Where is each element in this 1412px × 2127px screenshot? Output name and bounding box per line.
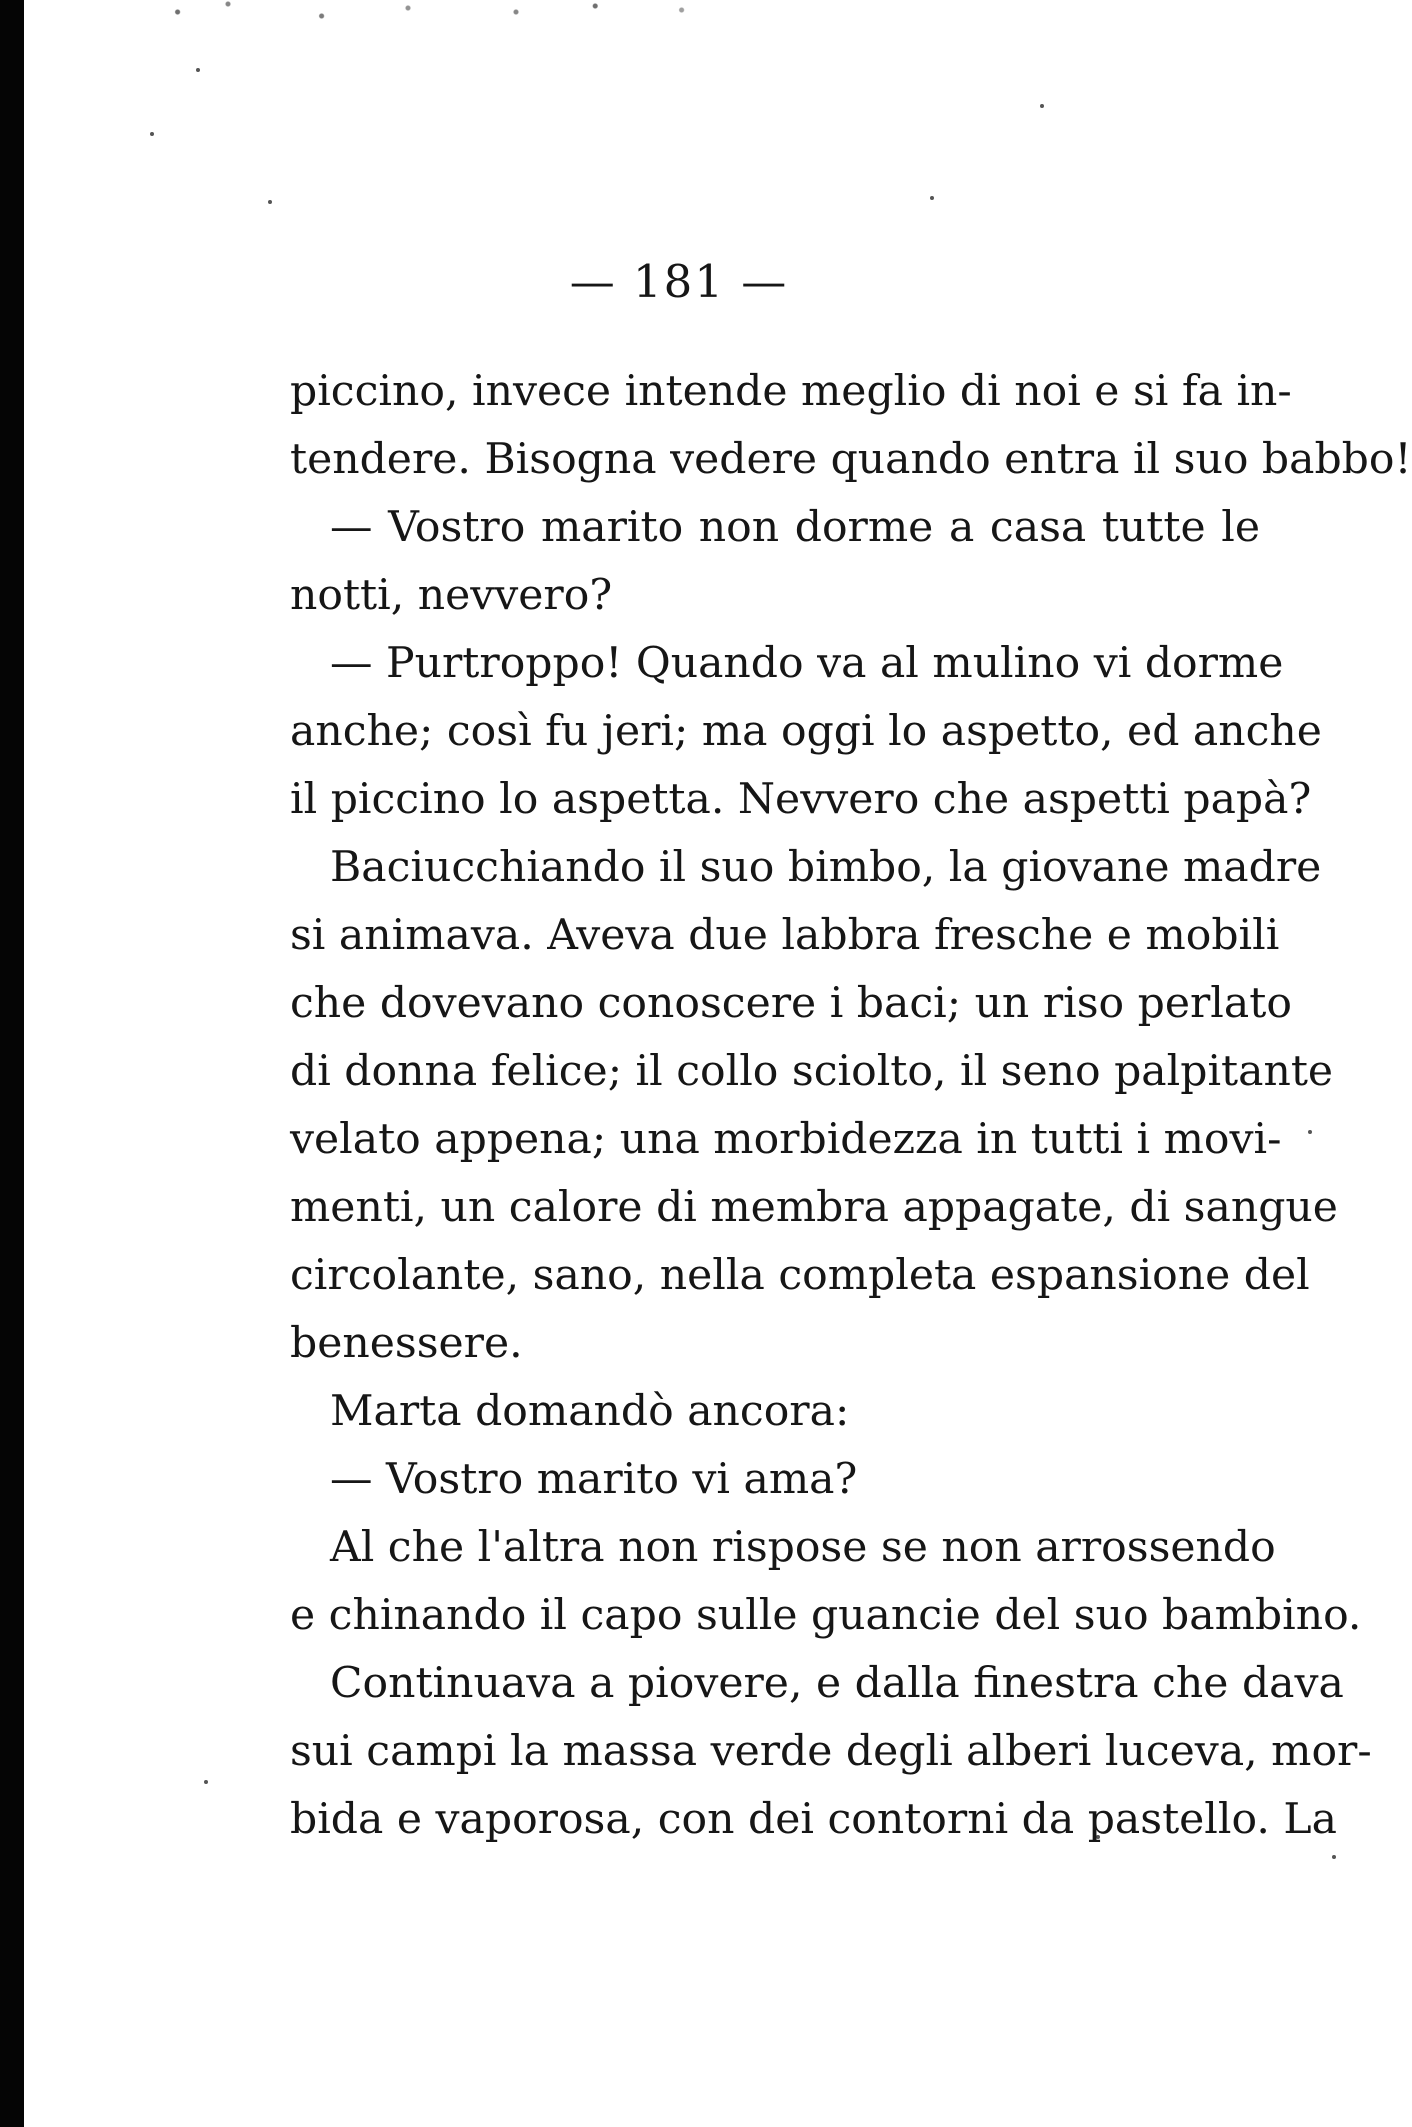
text-line: si animava. Aveva due labbra fresche e mobili bbox=[290, 911, 1280, 960]
text-line: piccino, invece intende meglio di noi e si fa in- bbox=[290, 367, 1292, 416]
text-line: — Vostro marito vi ama? bbox=[330, 1455, 858, 1504]
scan-binding-edge bbox=[0, 0, 24, 2127]
text-line: benessere. bbox=[290, 1319, 523, 1368]
scan-speck bbox=[204, 1780, 208, 1784]
text-line: il piccino lo aspetta. Nevvero che aspetti papà? bbox=[290, 775, 1312, 824]
body-text bbox=[290, 358, 1412, 1854]
text-line: notti, nevvero? bbox=[290, 571, 613, 620]
text-line: — Vostro marito non dorme a casa tutte le bbox=[330, 503, 1260, 552]
text-line: velato appena; una morbidezza in tutti i movi- bbox=[290, 1115, 1282, 1164]
text-line: sui campi la massa verde degli alberi luceva, mor- bbox=[290, 1727, 1372, 1776]
text-line: — Purtroppo! Quando va al mulino vi dorme bbox=[330, 639, 1284, 688]
text-line: di donna felice; il collo sciolto, il seno palpitante bbox=[290, 1047, 1334, 1096]
scan-speck bbox=[930, 196, 934, 200]
text-line: circolante, sano, nella completa espansione del bbox=[290, 1251, 1310, 1300]
text-line: Al che l'altra non rispose se non arrossendo bbox=[330, 1523, 1276, 1572]
scan-speck bbox=[268, 200, 272, 204]
scan-speck bbox=[1040, 104, 1044, 108]
scan-speck bbox=[1332, 1855, 1336, 1859]
text-line: Marta domandò ancora: bbox=[330, 1387, 850, 1436]
text-line: bida e vaporosa, con dei contorni da pastello. La bbox=[290, 1795, 1337, 1844]
page-number: — 181 — bbox=[569, 255, 789, 308]
text-line: tendere. Bisogna vedere quando entra il suo babbo! bbox=[290, 435, 1412, 484]
text-line: Continuava a piovere, e dalla finestra che dava bbox=[330, 1659, 1344, 1708]
scan-speck bbox=[150, 132, 154, 136]
text-line: Baciucchiando il suo bimbo, la giovane madre bbox=[330, 843, 1322, 892]
text-line: menti, un calore di membra appagate, di sangue bbox=[290, 1183, 1338, 1232]
text-line: e chinando il capo sulle guancie del suo bambino. bbox=[290, 1591, 1362, 1640]
scan-noise bbox=[120, 0, 840, 40]
text-line: anche; così fu jeri; ma oggi lo aspetto, ed anche bbox=[290, 707, 1322, 756]
scan-speck bbox=[1308, 1130, 1312, 1134]
text-line: che dovevano conoscere i baci; un riso perlato bbox=[290, 979, 1292, 1028]
scan-speck bbox=[196, 68, 200, 72]
